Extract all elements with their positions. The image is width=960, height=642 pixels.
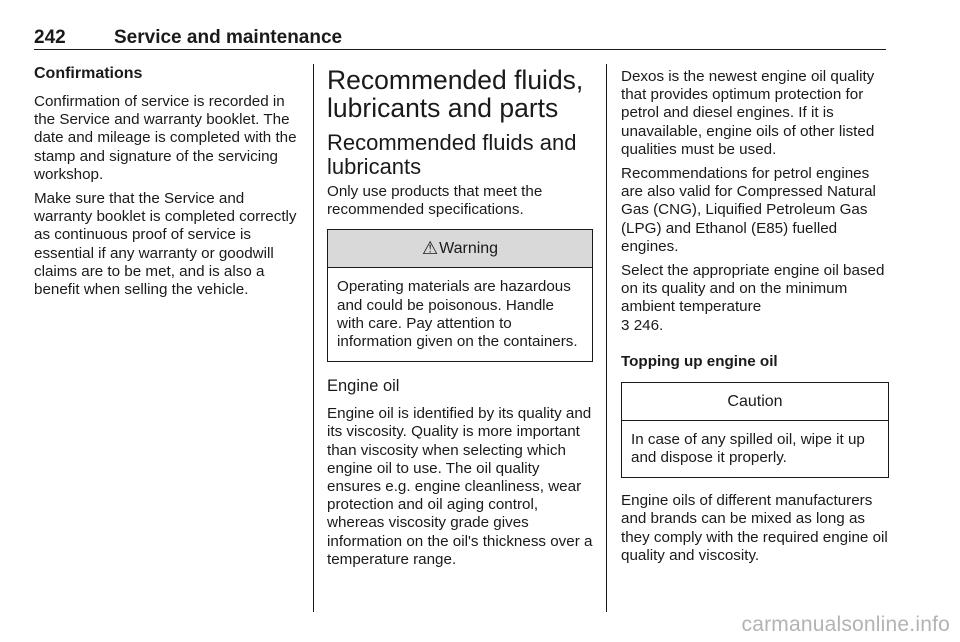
main-heading: Recommended fluids, lubricants and parts (327, 65, 584, 123)
warning-title: Warning (439, 240, 499, 258)
confirmations-paragraph-2: Make sure that the Service and warranty booklet is completed correctly as continuous proof of service is essential if any warranty or goodwill claims are to be met, and is also a benefit when selling the vehicle. (34, 190, 297, 299)
warning-text: Operating materials are hazardous and could be poisonous. Handle with care. Pay attention to information given on the containers. (337, 278, 578, 351)
right-column (621, 68, 889, 571)
intro-text: Only use products that meet the recommended specifications. (327, 183, 543, 219)
page-reference-arrow-icon: 3 (621, 316, 630, 334)
mixing-oils-paragraph: Engine oils of different manufacturers and brands can be mixed as long as they comply with the required engine oil quality and viscosity. (621, 492, 888, 564)
confirmations-heading: Confirmations (34, 65, 143, 82)
topping-up-heading: Topping up engine oil (621, 352, 778, 370)
select-oil-paragraph (621, 262, 889, 335)
column-divider-left (313, 64, 314, 612)
recommendations-paragraph: Recommendations for petrol engines are also valid for Compressed Natural Gas (CNG), Liquified Petroleum Gas (LPG) and Ethanol (E85) fuelled engines. (621, 165, 876, 255)
column-divider-right (606, 64, 607, 612)
page-reference-link[interactable]: 246. (633, 316, 664, 334)
page-header (34, 27, 886, 50)
page-number: 242 (34, 27, 66, 48)
left-column (34, 64, 302, 305)
engine-oil-heading: Engine oil (327, 377, 400, 396)
engine-oil-text: Engine oil is identified by its quality and its viscosity. Quality is more important than viscosity when selecting which engine oil to use. The oil quality ensures e.g. engine cleanliness, wear protection and oil aging control, whereas viscosity grade gives information on the oil's thickness over a temperature range. (327, 405, 593, 568)
dexos-paragraph: Dexos is the newest engine oil quality that provides optimum protection for petrol and diesel engines. If it is unavailable, engine oils of other listed qualities must be used. (621, 68, 875, 158)
select-oil-text: Select the appropriate engine oil based on its quality and on the minimum ambient temperature (621, 262, 885, 316)
section-title: Service and maintenance (114, 27, 343, 48)
warning-title-bar (328, 230, 592, 268)
sub-heading: Recommended fluids and lubricants (327, 130, 577, 179)
confirmations-paragraph-1: Confirmation of service is recorded in the Service and warranty booklet. The date and mileage is completed with the stamp and signature of the servicing workshop. (34, 93, 297, 183)
warning-box (327, 229, 593, 362)
caution-title: Caution (622, 383, 888, 421)
caution-text: In case of any spilled oil, wipe it up and dispose it properly. (631, 430, 865, 467)
warning-triangle-icon: ⚠ (421, 238, 439, 259)
caution-box (621, 382, 889, 478)
middle-column (327, 66, 593, 575)
watermark: carmanualsonline.info (741, 613, 950, 636)
